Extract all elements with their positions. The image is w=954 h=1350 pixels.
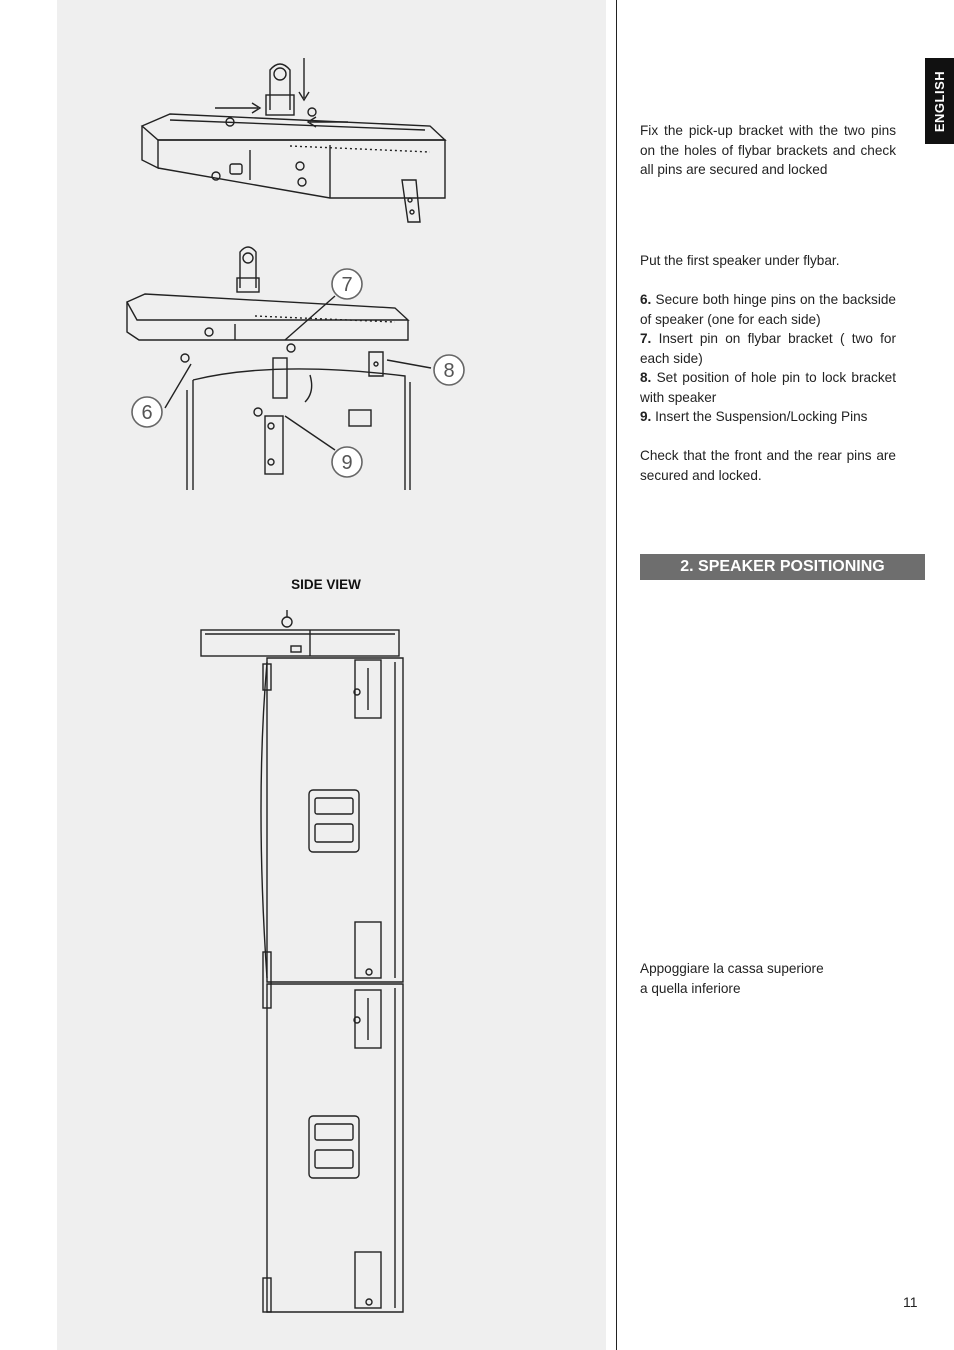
instruction-6-text: Secure both hinge pins on the backside of speaker (one for each side) <box>640 292 896 327</box>
callout-8: 8 <box>443 360 455 382</box>
instruction-6-num: 6. <box>640 292 652 307</box>
instruction-6 <box>640 290 896 329</box>
instruction-9-num: 9. <box>640 409 652 424</box>
italian-note <box>640 959 896 998</box>
instruction-8 <box>640 368 896 407</box>
callout-9: 9 <box>341 452 353 474</box>
callout-7: 7 <box>341 274 353 296</box>
instruction-7 <box>640 329 896 368</box>
section-heading: 2. SPEAKER POSITIONING <box>640 554 925 580</box>
step-first-speaker <box>640 251 896 485</box>
column-divider <box>616 0 617 1350</box>
instruction-8-text: Set position of hole pin to lock bracket with speaker <box>640 370 896 405</box>
flybar-speaker-figure <box>125 240 470 495</box>
first-speaker-intro: Put the first speaker under flybar. <box>640 253 840 268</box>
callout-6: 6 <box>141 402 153 424</box>
instruction-9-text: Insert the Suspension/Locking Pins <box>651 409 868 424</box>
instruction-7-num: 7. <box>640 331 652 346</box>
flybar-pickup-figure <box>130 50 460 230</box>
language-tab-label: ENGLISH <box>932 70 948 132</box>
page-number: 11 <box>903 1294 918 1310</box>
instruction-8-num: 8. <box>640 370 652 385</box>
step-pickup-bracket <box>640 121 896 180</box>
instruction-9 <box>640 407 896 427</box>
step-pickup-text: Fix the pick-up bracket with the two pins on the holes of flybar brackets and check all pins are secured and locked <box>640 123 896 177</box>
italian-line-2: a quella inferiore <box>640 980 741 996</box>
side-view-label: SIDE VIEW <box>291 577 361 592</box>
instruction-7-text: Insert pin on flybar bracket ( two for each side) <box>640 331 896 366</box>
language-tab <box>925 58 954 144</box>
check-pins-note: Check that the front and the rear pins are secured and locked. <box>640 448 896 483</box>
italian-line-1: Appoggiare la cassa superiore <box>640 961 824 976</box>
side-view-figure <box>195 602 415 1327</box>
